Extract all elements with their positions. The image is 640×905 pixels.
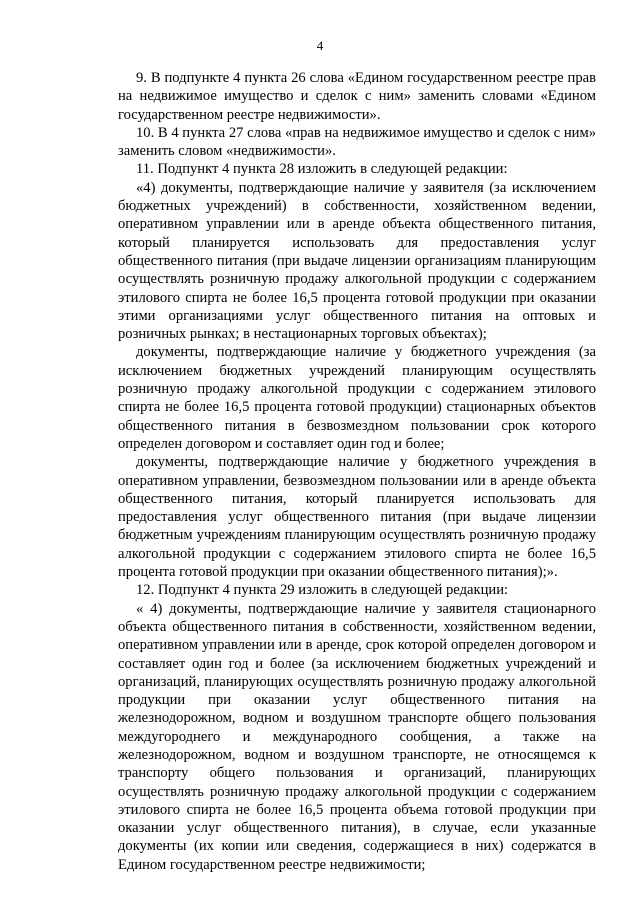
page-number: 4 [316, 38, 324, 53]
paragraph-budget-operational: документы, подтверждающие наличие у бюджетного учреждения в оперативном управлении, безвозмездном пользовании или в аренде объекта общественного питания, который планируется использовать для предоставления услуг общественного питания (при выдаче лицензии бюджетным учреждениям планирующим осуществлять розничную продажу алкогольной продукции с содержанием этилового спирта не более 16,5 процента готовой продукции при оказании общественного питания);». [118, 454, 596, 581]
paragraph-item-10: 10. В 4 пункта 27 слова «прав на недвижимое имущество и сделок с ним» заменить словом «недвижимости». [118, 124, 596, 160]
paragraph-item-9: 9. В подпункте 4 пункта 26 слова «Едином государственном реестре прав на недвижимое имущество и сделок с ним» заменить словами «Едином государственном реестре недвижимости». [118, 70, 596, 123]
paragraph-item-12: 12. Подпункт 4 пункта 29 изложить в следующей редакции: [136, 582, 509, 599]
document-body [118, 69, 596, 874]
paragraph-subitem-4-text: «4) документы, подтверждающие наличие у заявителя (за исключением бюджетных учреждений) в собственности, хозяйственном ведении, оперативном управлении или в аренде объекта общественного питания, который планируется использовать для предоставления услуг общественного питания (при выдаче лицензии организациям планирующим осуществлять розничную продажу алкогольной продукции с содержанием этилового спирта не более 16,5 процента готовой продукции при оказании этими организациями услуг общественного питания на оптовых и розничных рынках; в нестационарных торговых объектах); [118, 179, 596, 343]
paragraph-subitem-4-new-text: « 4) документы, подтверждающие наличие у заявителя стационарного объекта общественного питания в собственности, хозяйственном ведении, оперативном управлении или в аренде, срок которой определен договором и составляет один год и более (за исключением бюджетных учреждений и организаций, планирующих осуществлять розничную продажу алкогольной продукции при оказании услуг общественного питания на железнодорожном, водном и воздушном транспорте общего пользования междугороднего и международного сообщения, а также на железнодорожном, водном и воздушном транспорте, не относящемся к транспорту общего пользования и организаций, планирующих осуществлять розничную продажу алкогольной продукции с содержанием этилового спирта не более 16,5 процента объема готовой продукции при оказании услуг общественного питания), в случае, если указанные документы (их копии или сведения, содержащиеся в них) содержатся в Едином государственном реестре недвижимости; [118, 600, 596, 873]
paragraph-budget-documents: документы, подтверждающие наличие у бюджетного учреждения (за исключением бюджетных учреждений планирующим осуществлять розничную продажу алкогольной продукции с содержанием этилового спирта не более 16,5 процента готовой продукции) стационарных объектов общественного питания в безвозмездном пользовании срок которого определен договором и составляет один год и более; [118, 344, 596, 452]
paragraph-item-11: 11. Подпункт 4 пункта 28 изложить в следующей редакции: [136, 161, 508, 178]
